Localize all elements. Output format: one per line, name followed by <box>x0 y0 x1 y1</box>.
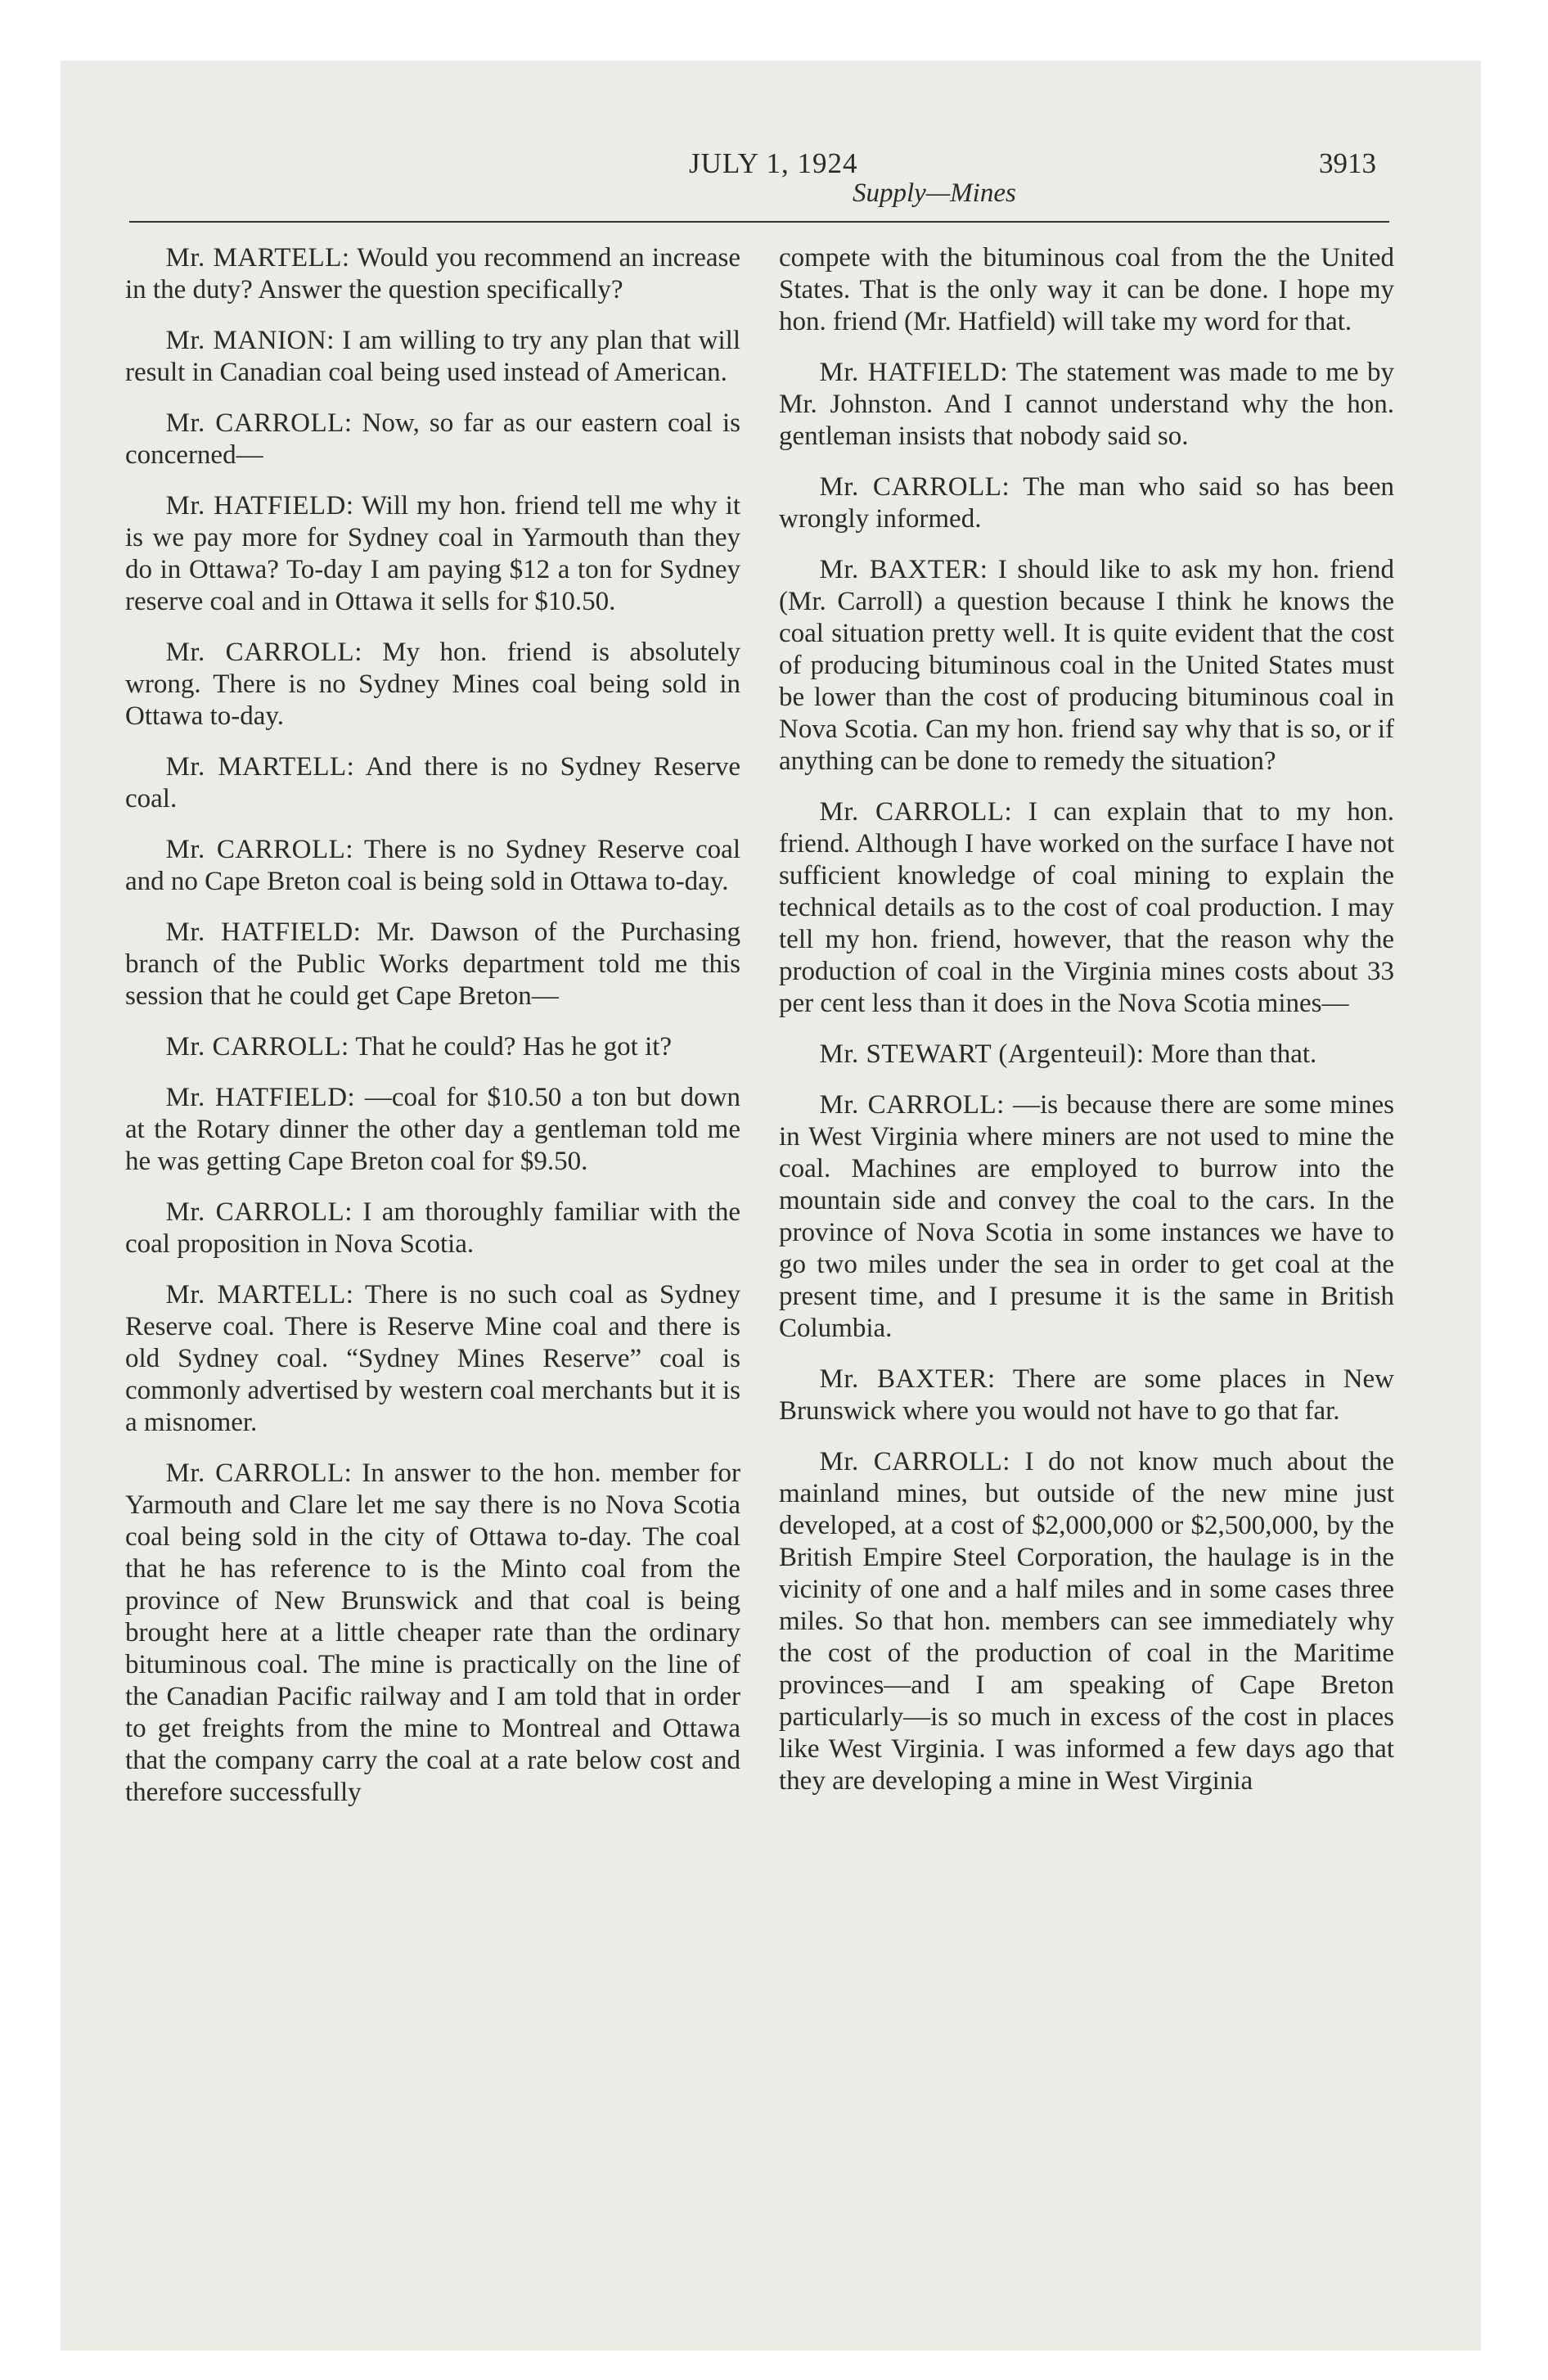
speaker-name: Mr. CARROLL: <box>819 797 1013 827</box>
paragraph <box>125 242 740 306</box>
speech-text: compete with the bituminous coal from the the United States. That is the only way it can be done. I hope my hon. friend (Mr. Hatfield) will take my word for that. <box>779 243 1394 336</box>
speech-text: There are some places in New Brunswick where you would not have to go that far. <box>779 1364 1395 1426</box>
paragraph-continued <box>779 242 1394 338</box>
paragraph <box>779 1364 1394 1427</box>
speech-text: That he could? Has he got it? <box>355 1032 673 1062</box>
speaker-name: Mr. STEWART (Argenteuil): <box>819 1039 1145 1069</box>
speech-text: I can explain that to my hon. friend. Although I have worked on the surface I have not sufficient knowledge of coal mining to explain the technical details as to the cost of coal production. I may tell my hon. friend, however, that the reason why the production of coal in the Virginia mines costs about 33 per cent less than it does in the Nova Scotia mines— <box>779 797 1394 1018</box>
paragraph <box>125 325 740 389</box>
header-rule <box>129 221 1389 223</box>
speech-text: Mr. Dawson of the Purchasing branch of the Public Works department told me this session that he could get Cape Breton— <box>125 917 740 1011</box>
paragraph <box>779 357 1394 453</box>
paragraph <box>125 1082 740 1178</box>
speaker-name: Mr. CARROLL: <box>165 835 354 864</box>
speaker-name: Mr. CARROLL: <box>819 472 1010 502</box>
paragraph <box>779 554 1394 778</box>
speaker-name: Mr. MARTELL: <box>165 1280 354 1309</box>
speech-text: There is no Sydney Reserve coal and no Cape Breton coal is being sold in Ottawa to-day. <box>125 835 740 896</box>
speaker-name: Mr. MANION: <box>165 326 335 355</box>
speech-text: I am willing to try any plan that will result in Canadian coal being used instead of American. <box>125 326 741 387</box>
paragraph <box>125 637 740 732</box>
speaker-name: Mr. HATFIELD: <box>165 491 354 521</box>
speaker-name: Mr. HATFIELD: <box>165 1083 356 1112</box>
speech-text: I do not know much about the mainland mines, but outside of the new mine just developed, at a cost of $2,000,000 or $2,500,000, by the British Empire Steel Corporation, the haulage is in the vicinity of one and a half miles and in some cases three miles. So that hon. members can see immediately why the cost of the production of coal in the Maritime provinces—and I am speaking of Cape Breton particularly—is so much in excess of the cost in places like West Virginia. I was informed a few days ago that they are developing a mine in West Virginia <box>779 1447 1395 1796</box>
speaker-name: Mr. BAXTER: <box>819 1364 996 1394</box>
speech-text: In answer to the hon. member for Yarmouth and Clare let me say there is no Nova Scotia coal being sold in the city of Ottawa to-day. The coal that he has reference to is the Minto coal from the province of New Brunswick and that coal is being brought here at a little cheaper rate than the ordinary bituminous coal. The mine is practically on the line of the Canadian Pacific railway and I am told that in order to get freights from the mine to Montreal and Ottawa that the company carry the coal at a rate below cost and therefore successfully <box>125 1458 741 1807</box>
speaker-name: Mr. CARROLL: <box>165 1197 353 1227</box>
paragraph <box>125 490 740 618</box>
speech-text: The statement was made to me by Mr. Johnston. And I cannot understand why the hon. gentleman insists that nobody said so. <box>779 358 1394 451</box>
speaker-name: Mr. HATFIELD: <box>819 358 1009 387</box>
speaker-name: Mr. CARROLL: <box>165 1032 349 1062</box>
paragraph <box>125 917 740 1012</box>
speaker-name: Mr. CARROLL: <box>165 638 362 667</box>
speaker-name: Mr. CARROLL: <box>819 1447 1010 1476</box>
header-date: JULY 1, 1924 <box>689 147 858 179</box>
speaker-name: Mr. CARROLL: <box>165 1458 353 1488</box>
speaker-name: Mr. CARROLL: <box>165 408 353 438</box>
header-section-title: Supply—Mines <box>853 178 1016 208</box>
paragraph <box>125 834 740 898</box>
speech-text: My hon. friend is absolutely wrong. There is no Sydney Mines coal being sold in Ottawa to-day. <box>125 638 740 731</box>
speaker-name: Mr. CARROLL: <box>819 1090 1005 1120</box>
paragraph <box>125 1458 740 1809</box>
speech-text: Will my hon. friend tell me why it is we pay more for Sydney coal in Yarmouth than they do in Ottawa? To-day I am paying $12 a ton for Sydney reserve coal and in Ottawa it sells for $10.50. <box>125 491 740 616</box>
page-number: 3913 <box>1319 147 1376 179</box>
right-column <box>779 242 1394 1816</box>
paragraph <box>779 1089 1394 1345</box>
speech-text: More than that. <box>1150 1039 1317 1069</box>
paragraph <box>125 1031 740 1063</box>
speech-text: The man who said so has been wrongly informed. <box>779 472 1394 534</box>
speaker-name: Mr. MARTELL: <box>165 752 355 782</box>
speaker-name: Mr. BAXTER: <box>819 555 988 584</box>
speech-text: There is no such coal as Sydney Reserve coal. There is Reserve Mine coal and there is old Sydney coal. “Sydney Mines Reserve” coal is commonly advertised by western coal merchants but it is a misnomer. <box>125 1280 741 1437</box>
paragraph <box>125 408 740 471</box>
paragraph <box>125 1197 740 1260</box>
speech-text: —is because there are some mines in West Virginia where miners are not used to mine the coal. Machines are employed to burrow into the mountain side and convey the coal to the cars. In the province of Nova Scotia in some instances we have to go two miles under the sea in order to get coal at the present time, and I presume it is the same in British Columbia. <box>779 1090 1394 1343</box>
speech-text: Would you recommend an increase in the duty? Answer the question specifically? <box>125 243 741 304</box>
speech-text: I am thoroughly familiar with the coal proposition in Nova Scotia. <box>125 1197 741 1259</box>
speech-text: Now, so far as our eastern coal is concerned— <box>125 408 740 470</box>
speaker-name: Mr. MARTELL: <box>165 243 350 273</box>
paragraph <box>779 1446 1394 1797</box>
paragraph <box>125 751 740 815</box>
speech-text: And there is no Sydney Reserve coal. <box>125 752 741 814</box>
speech-text: —coal for $10.50 a ton but down at the Rotary dinner the other day a gentleman told me he was getting Cape Breton coal for $9.50. <box>125 1083 741 1176</box>
paragraph <box>125 1279 740 1439</box>
left-column <box>125 242 740 1828</box>
speaker-name: Mr. HATFIELD: <box>165 917 362 947</box>
paragraph <box>779 1039 1394 1071</box>
paragraph <box>779 471 1394 535</box>
paragraph <box>779 796 1394 1020</box>
speech-text: I should like to ask my hon. friend (Mr. Carroll) a question because I think he knows the coal situation pretty well. It is quite evident that the cost of producing bituminous coal in the United States must be lower than the cost of producing bituminous coal in Nova Scotia. Can my hon. friend say why that is so, or if anything can be done to remedy the situation? <box>779 555 1394 776</box>
